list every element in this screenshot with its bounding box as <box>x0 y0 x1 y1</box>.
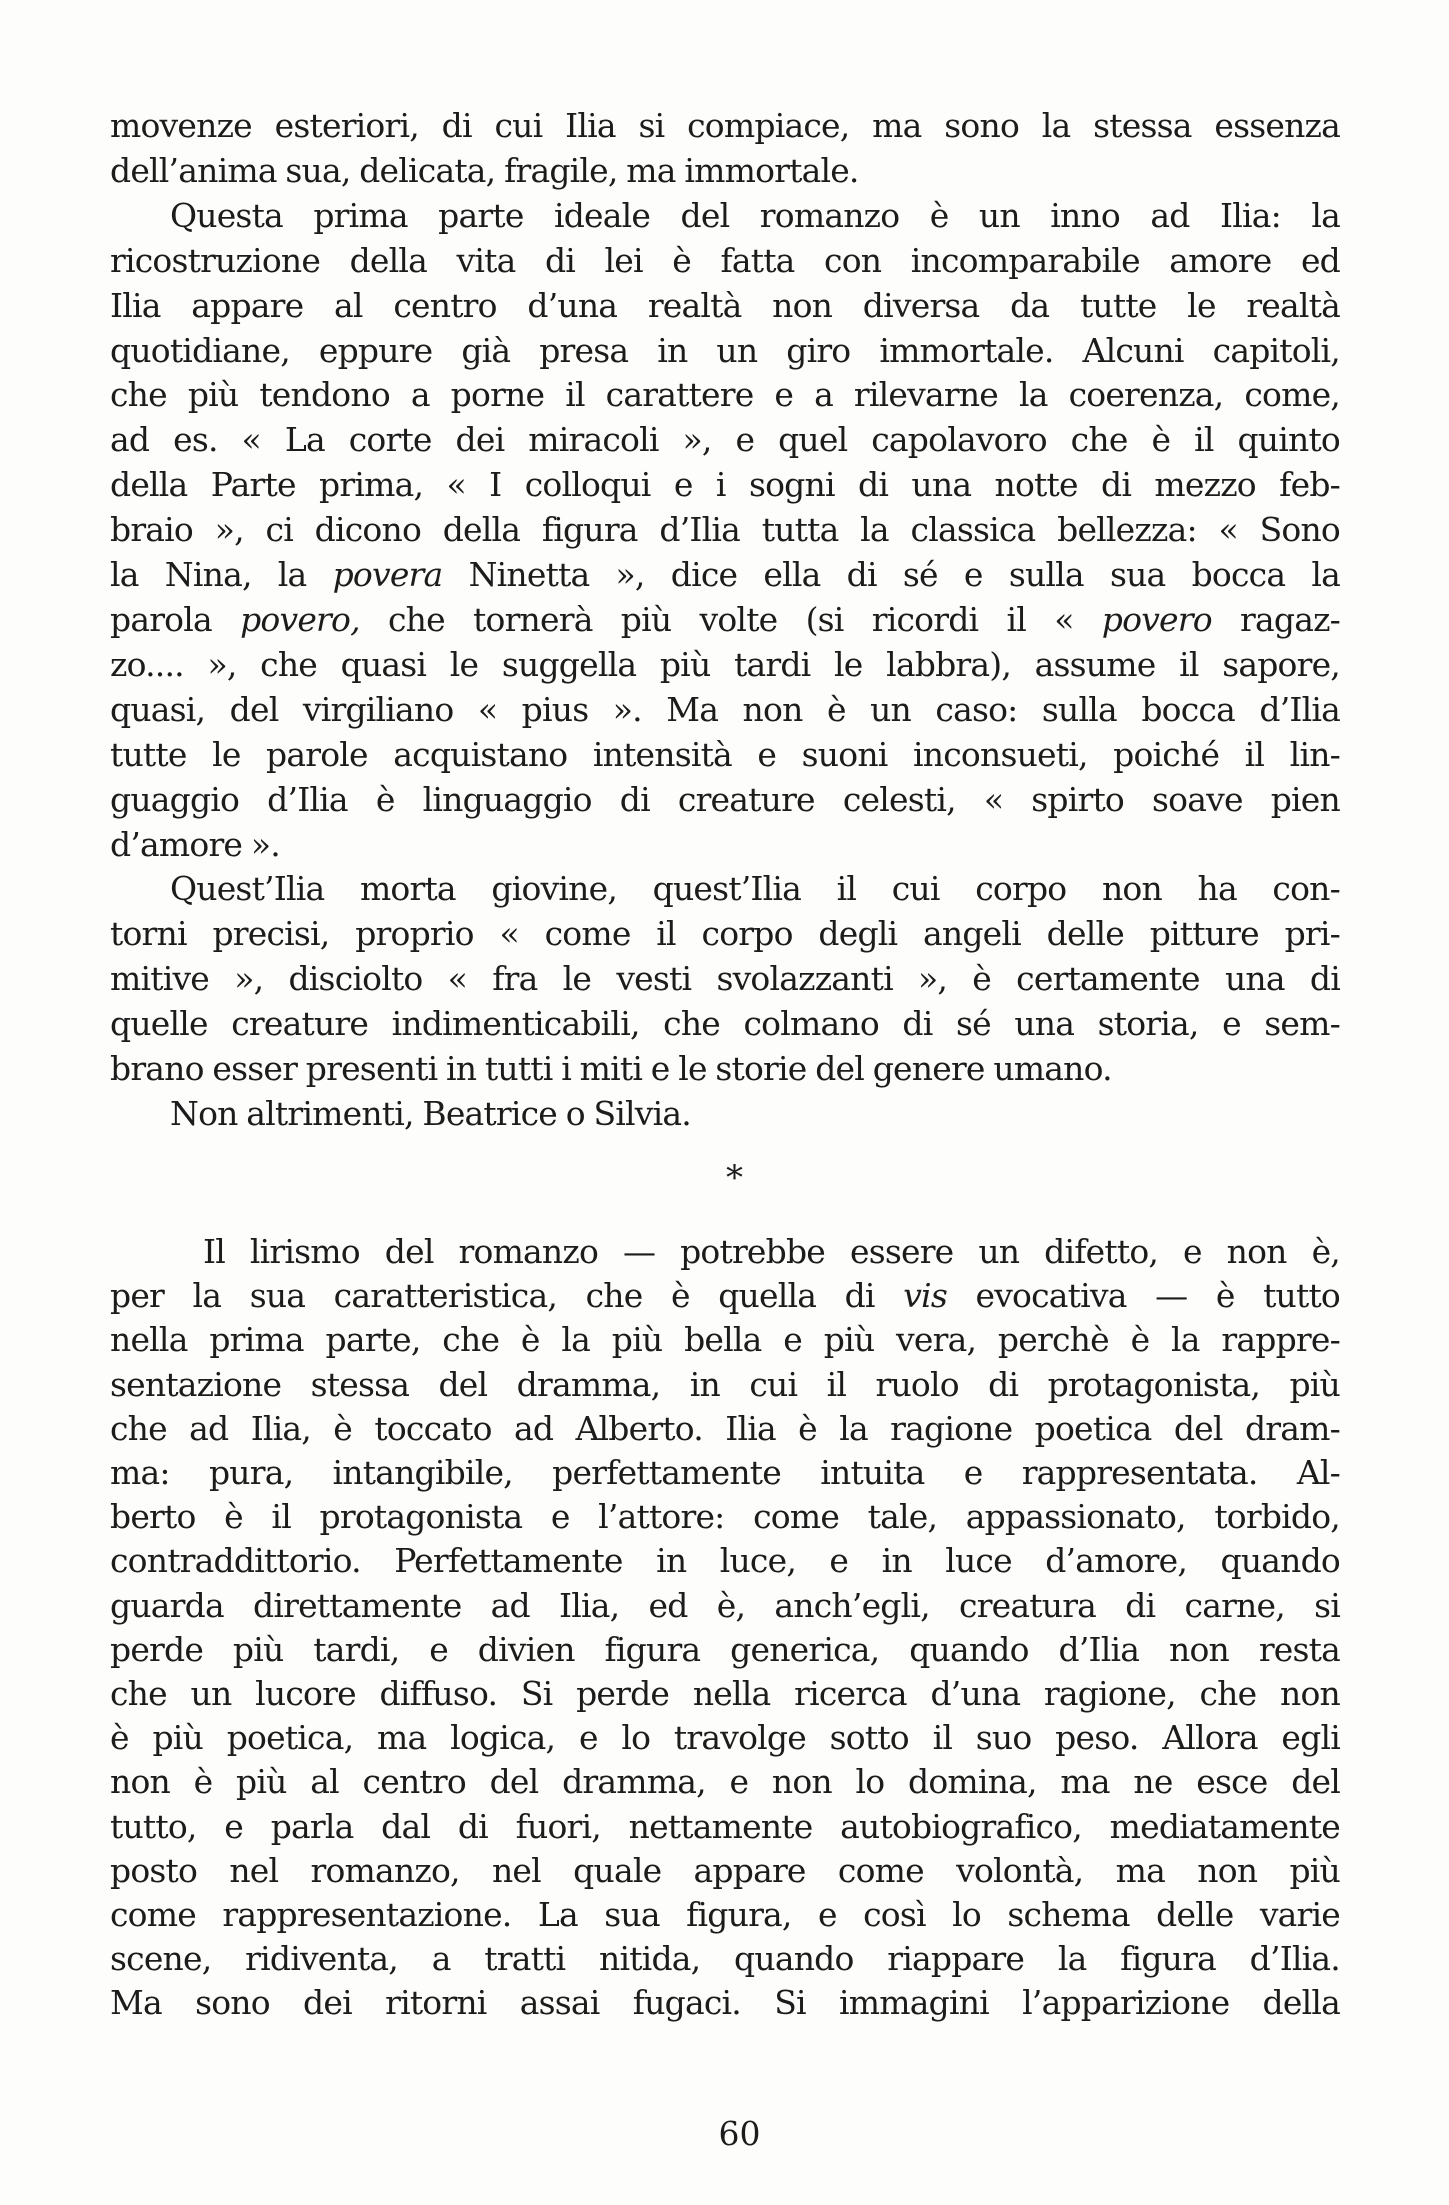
text-line: ricostruzione della vita di lei è fatta con incomparabile amore ed <box>110 240 1340 280</box>
text-line: quasi, del virgiliano « pius ». Ma non è un caso: sulla bocca d’Ilia <box>110 689 1340 729</box>
text-segment: per la sua caratteristica, che è quella di <box>110 1276 904 1316</box>
text-line: che più tendono a porne il carattere e a rilevarne la coerenza, come, <box>110 375 1340 415</box>
italic-word: povero, <box>240 599 360 639</box>
italic-word: povero <box>1101 599 1212 639</box>
text-line <box>110 1274 1340 1318</box>
text-line <box>110 553 1340 598</box>
text-line: tutto, e parla dal di fuori, nettamente autobiografico, mediatamente <box>110 1806 1340 1846</box>
text-line: come rappresentazione. La sua figura, e così lo schema delle varie <box>110 1895 1340 1935</box>
text-line: zo.... », che quasi le suggella più tardi le labbra), assume il sapore, <box>110 644 1340 684</box>
text-line: posto nel romanzo, nel quale appare come volontà, ma non più <box>110 1850 1340 1890</box>
page-number <box>0 2114 1449 2153</box>
text-line: della Parte prima, « I colloqui e i sogni di una notte di mezzo feb- <box>110 465 1340 505</box>
text-line: movenze esteriori, di cui Ilia si compiace, ma sono la stessa essenza <box>110 106 1340 145</box>
text-line: non è più al centro del dramma, e non lo domina, ma ne esce del <box>110 1762 1340 1802</box>
text-line: d’amore ». <box>110 824 280 864</box>
text-segment: Ninetta », dice ella di sé e sulla sua bocca la <box>442 555 1340 595</box>
text-line <box>110 598 1340 643</box>
text-segment: ragaz- <box>1211 599 1340 639</box>
page-number-text: 60 <box>718 2114 761 2153</box>
text-line: scene, ridiventa, a tratti nitida, quando riappare la figura d’Ilia. <box>110 1939 1340 1979</box>
text-segment: evocativa — è tutto <box>946 1276 1340 1316</box>
text-line: sentazione stessa del dramma, in cui il ruolo di protagonista, più <box>110 1364 1340 1404</box>
text-segment: che tornerà più volte (si ricordi il « <box>359 599 1102 639</box>
text-line: Quest’Ilia morta giovine, quest’Ilia il cui corpo non ha con- <box>170 869 1340 909</box>
text-line: guarda direttamente ad Ilia, ed è, anch’egli, creatura di carne, si <box>110 1585 1340 1625</box>
text-line: Ilia appare al centro d’una realtà non diversa da tutte le realtà <box>110 285 1340 325</box>
text-line: Non altrimenti, Beatrice o Silvia. <box>170 1093 691 1133</box>
text-body-upper <box>110 104 1340 1137</box>
text-line: che ad Ilia, è toccato ad Alberto. Ilia è la ragione poetica del dram- <box>110 1408 1340 1448</box>
italic-word: vis <box>903 1276 947 1316</box>
text-line: perde più tardi, e divien figura generica, quando d’Ilia non resta <box>110 1629 1340 1669</box>
text-line: dell’anima sua, delicata, fragile, ma immortale. <box>110 150 859 190</box>
text-line: Questa prima parte ideale del romanzo è un inno ad Ilia: la <box>170 195 1340 235</box>
text-line: è più poetica, ma logica, e lo travolge sotto il suo peso. Allora egli <box>110 1718 1340 1758</box>
text-line: Ma sono dei ritorni assai fugaci. Si immagini l’apparizione della <box>110 1983 1340 2023</box>
text-line: tutte le parole acquistano intensità e suoni inconsueti, poiché il lin- <box>110 734 1340 774</box>
text-line: quelle creature indimenticabili, che colmano di sé una storia, e sem- <box>110 1004 1340 1044</box>
text-line: quotidiane, eppure già presa in un giro immortale. Alcuni capitoli, <box>110 330 1340 370</box>
italic-word: povera <box>332 555 443 595</box>
text-line: ad es. « La corte dei miracoli », e quel capolavoro che è il quinto <box>110 420 1340 460</box>
text-segment: la Nina, la <box>110 555 333 595</box>
text-line: contraddittorio. Perfettamente in luce, e in luce d’amore, quando <box>110 1541 1340 1581</box>
text-line: brano esser presenti in tutti i miti e le storie del genere umano. <box>110 1049 1112 1089</box>
text-line: torni precisi, proprio « come il corpo degli angeli delle pitture pri- <box>110 914 1340 954</box>
text-line: mitive », disciolto « fra le vesti svolazzanti », è certamente una di <box>110 959 1340 999</box>
text-line: che un lucore diffuso. Si perde nella ricerca d’una ragione, che non <box>110 1674 1340 1714</box>
text-line: nella prima parte, che è la più bella e più vera, perchè è la rappre- <box>110 1320 1340 1360</box>
section-separator <box>0 1158 1449 1198</box>
text-line: braio », ci dicono della figura d’Ilia tutta la classica bellezza: « Sono <box>110 510 1340 550</box>
text-line: ma: pura, intangibile, perfettamente intuita e rappresentata. Al- <box>110 1453 1340 1493</box>
text-body-lower <box>110 1230 1340 2026</box>
text-line: Il lirismo del romanzo — potrebbe essere un difetto, e non è, <box>203 1232 1340 1271</box>
text-line: berto è il protagonista e l’attore: come tale, appassionato, torbido, <box>110 1497 1340 1537</box>
text-line: guaggio d’Ilia è linguaggio di creature celesti, « spirto soave pien <box>110 779 1340 819</box>
asterisk-separator: * <box>726 1158 743 1198</box>
text-segment: parola <box>110 599 241 639</box>
